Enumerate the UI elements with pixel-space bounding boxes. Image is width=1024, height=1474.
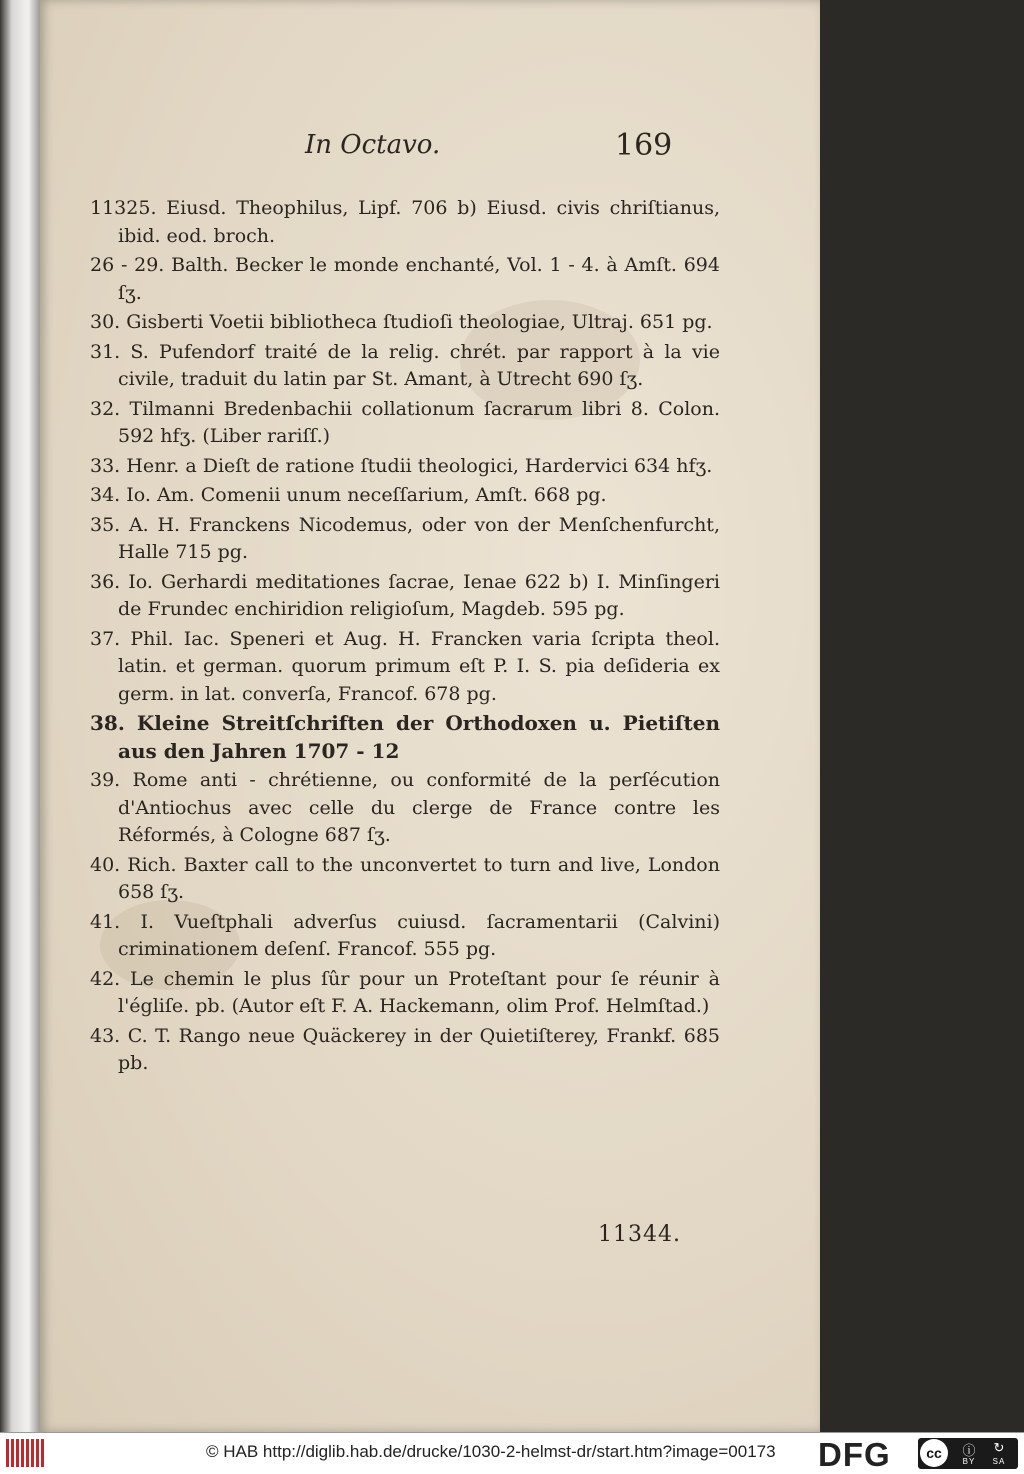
sa-label: SA — [992, 1457, 1006, 1466]
catalog-entry: 38. Kleine Streitſchriften der Orthodoxen u. Pietiſten aus den Jahren 1707 - 12 — [90, 711, 720, 763]
book-page — [40, 0, 820, 1432]
catalog-entry: 37. Phil. Iac. Speneri et Aug. H. Francken varia ſcripta theol. latin. et german. quorum primum eſt P. I. S. pia deſideria ex germ. in lat. converſa, Francof. 678 pg. — [90, 627, 720, 705]
dfg-logo: DFG — [818, 1436, 891, 1473]
page-number: 169 — [615, 128, 673, 163]
catalog-entries — [90, 195, 720, 1080]
catalog-entry: 40. Rich. Baxter call to the unconvertet to turn and live, London 658 ſʒ. — [90, 853, 720, 903]
scan-background — [820, 0, 1024, 1432]
running-title: In Octavo. — [305, 130, 441, 160]
sa-icon: ↻ — [993, 1440, 1005, 1455]
page-header — [40, 128, 820, 168]
hab-logo-icon — [6, 1439, 46, 1467]
copyright-link[interactable]: © HAB http://diglib.hab.de/drucke/1030-2-helmst-dr/start.htm?image=00173 — [206, 1442, 776, 1461]
catalog-entry: 36. Io. Gerhardi meditationes ſacrae, Ienae 622 b) I. Minſingeri de Frundec enchiridion religioſum, Magdeb. 595 pg. — [90, 570, 720, 620]
scan-left-edge — [0, 0, 40, 1432]
catalog-entry: 26 - 29. Balth. Becker le monde enchanté, Vol. 1 - 4. à Amſt. 694 ſʒ. — [90, 254, 720, 304]
cc-license-badge[interactable] — [918, 1438, 1018, 1469]
by-label: BY — [962, 1457, 976, 1466]
catalog-entry: 43. C. T. Rango neue Quäckerey in der Quietiſterey, Frankf. 685 pb. — [90, 1024, 720, 1074]
catch-number: 11344. — [598, 1222, 681, 1247]
catalog-entry: 41. I. Vueſtphali adverſus cuiusd. ſacramentarii (Calvini) criminationem deſenſ. Francof. 555 pg. — [90, 910, 720, 960]
catalog-entry: 33. Henr. a Dieſt de ratione ſtudii theologici, Hardervici 634 hfʒ. — [90, 454, 713, 477]
catalog-entry: 30. Gisberti Voetii bibliotheca ſtudioſi theologiae, Ultraj. 651 pg. — [90, 311, 713, 333]
catalog-entry: 11325. Eiusd. Theophilus, Lipf. 706 b) Eiusd. civis chriſtianus, ibid. eod. broch. — [90, 197, 720, 247]
cc-icon: cc — [920, 1439, 948, 1467]
catalog-entry: 35. A. H. Franckens Nicodemus, oder von der Menſchenfurcht, Halle 715 pg. — [90, 513, 720, 563]
catalog-entry: 34. Io. Am. Comenii unum neceſſarium, Amſt. 668 pg. — [90, 484, 607, 506]
catalog-entry: 31. S. Pufendorf traité de la relig. chrét. par rapport à la vie civile, traduit du latin par St. Amant, à Utrecht 690 ſʒ. — [90, 340, 720, 390]
viewer-footer-bar — [0, 1432, 1024, 1474]
catalog-entry: 32. Tilmanni Bredenbachii collationum ſacrarum libri 8. Colon. 592 hfʒ. (Liber rariſſ.) — [90, 397, 720, 447]
by-icon: ⓘ — [962, 1443, 976, 1458]
catalog-entry: 39. Rome anti - chrétienne, ou conformité de la perſécution d'Antiochus avec celle du clerge de France contre les Réformés, à Cologne 687 ſʒ. — [90, 769, 720, 846]
catalog-entry: 42. Le chemin le plus ſûr pour un Proteſtant pour ſe réunir à l'égliſe. pb. (Autor eſt F. A. Hackemann, olim Prof. Helmſtad.) — [90, 967, 720, 1017]
